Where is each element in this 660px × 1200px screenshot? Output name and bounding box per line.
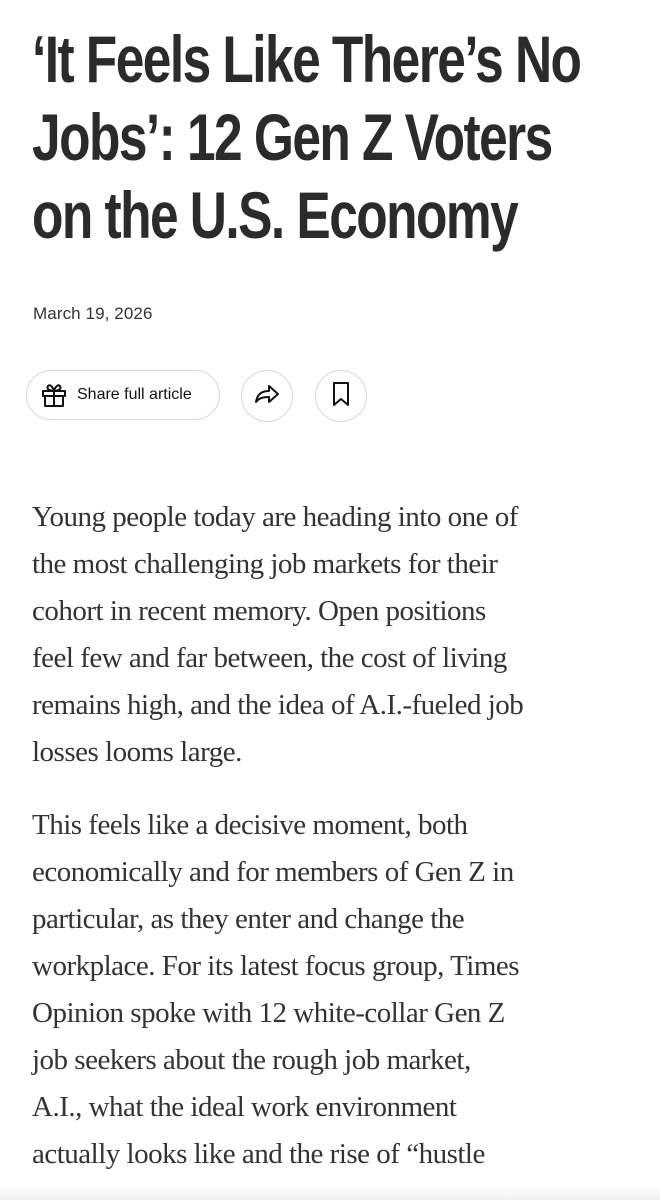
paragraph-line: workplace. For its latest focus group, Times — [32, 950, 520, 982]
paragraph-line: economically and for members of Gen Z in — [32, 856, 514, 888]
share-full-article-button[interactable] — [26, 370, 220, 420]
paragraph-line: cohort in recent memory. Open positions — [32, 595, 486, 627]
publish-date: March 19, 2026 — [33, 304, 153, 323]
share-button-label: Share full article — [77, 386, 192, 403]
gift-icon — [39, 380, 69, 410]
article-headline — [32, 20, 625, 254]
paragraph-line: Opinion spoke with 12 white-collar Gen Z — [32, 997, 505, 1029]
headline-line: ‘It Feels Like There’s No — [32, 22, 581, 96]
paragraph-line: job seekers about the rough job market, — [32, 1044, 471, 1076]
paragraph-line: A.I., what the ideal work environment — [32, 1091, 457, 1123]
headline-line: on the U.S. Economy — [32, 178, 518, 252]
paragraph-line: remains high, and the idea of A.I.-fueled job — [32, 689, 524, 721]
save-bookmark-button[interactable] — [315, 370, 367, 422]
paragraph-line: feel few and far between, the cost of living — [32, 642, 507, 674]
headline-line: Jobs’: 12 Gen Z Voters — [32, 100, 552, 174]
paragraph-line: actually looks like and the rise of “hustle — [32, 1138, 485, 1170]
body-paragraph — [32, 494, 642, 776]
article-body — [32, 494, 642, 1200]
bookmark-icon — [329, 380, 353, 413]
bottom-fade — [0, 1186, 660, 1200]
share-arrow-icon — [252, 379, 282, 414]
share-button[interactable] — [241, 370, 293, 422]
body-paragraph — [32, 802, 642, 1178]
paragraph-line: losses looms large. — [32, 736, 242, 768]
paragraph-line: Young people today are heading into one of — [32, 501, 518, 533]
paragraph-line: This feels like a decisive moment, both — [32, 809, 468, 841]
paragraph-line: the most challenging job markets for their — [32, 548, 498, 580]
paragraph-line: particular, as they enter and change the — [32, 903, 465, 935]
